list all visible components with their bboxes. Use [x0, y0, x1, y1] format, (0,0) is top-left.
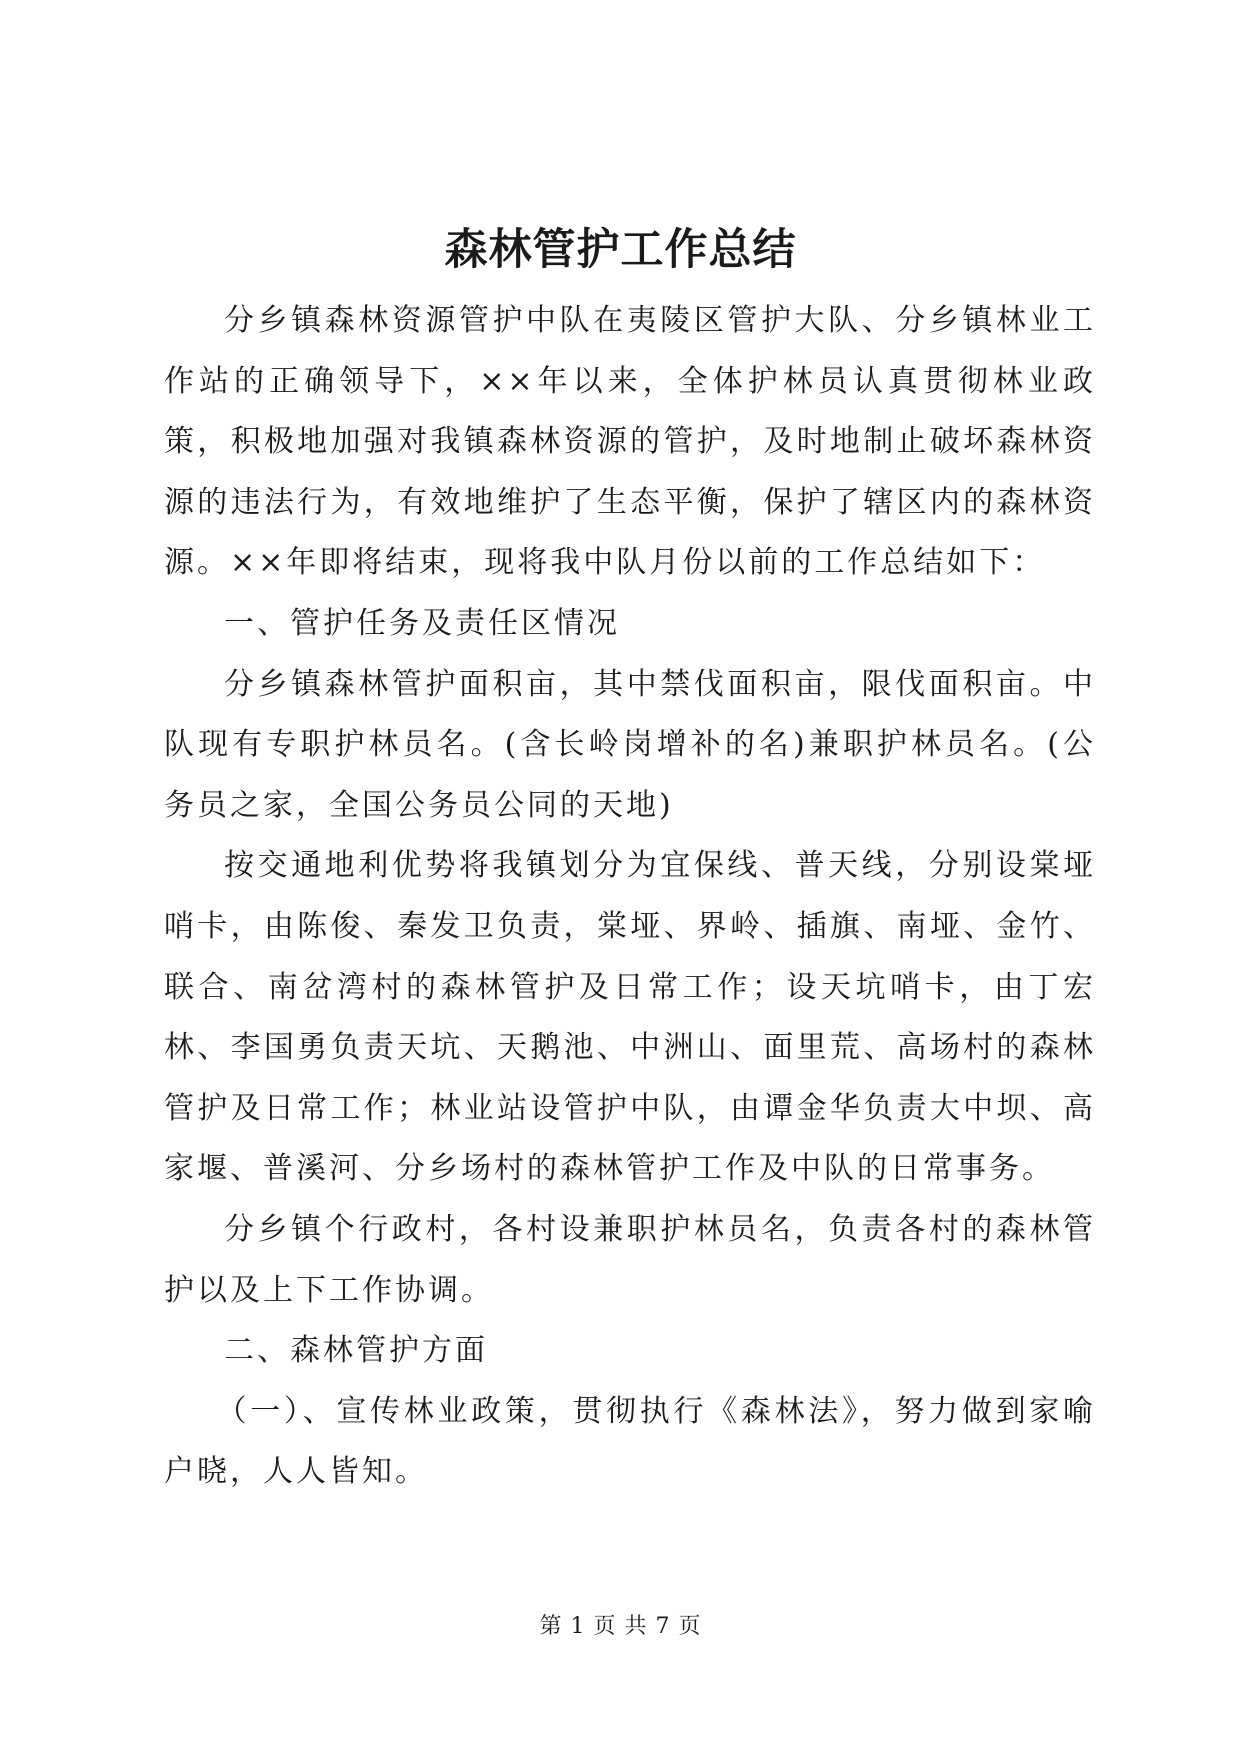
- paragraph-villages: 分乡镇个行政村，各村设兼职护林员名，负责各村的森林管护以及上下工作协调。: [164, 1211, 1096, 1308]
- section-heading-2: 二、森林管护方面: [224, 1333, 488, 1369]
- paragraph-intro: 分乡镇森林资源管护中队在夷陵区管护大队、分乡镇林业工作站的正确领导下，××年以来，全体护林员认真贯彻林业政策，积极地加强对我镇森林资源的管护，及时地制止破坏森林资源的违法行为，有效地维护了生态平衡，保护了辖区内的森林资源。××年即将结束，现将我中队月份以前的工作总结如下：: [164, 303, 1096, 581]
- page-number-footer: 第 1 页 共 7 页: [539, 1614, 702, 1639]
- document-title: 森林管护工作总结: [444, 225, 797, 275]
- paragraph-checkpoints: 按交通地利优势将我镇划分为宜保线、普天线，分别设棠垭哨卡，由陈俊、秦发卫负责，棠垭、界岭、插旗、南垭、金竹、联合、南岔湾村的森林管护及日常工作；设天坑哨卡，由丁宏林、李国勇负责天坑、天鹅池、中洲山、面里荒、高场村的森林管护及日常工作；林业站设管护中队，由谭金华负责大中坝、高家堰、普溪河、分乡场村的森林管护工作及中队的日常事务。: [164, 848, 1096, 1187]
- section-heading-1: 一、管护任务及责任区情况: [224, 605, 620, 641]
- document-body: [164, 291, 1096, 1503]
- subsection-heading-1: （一）、宣传林业政策，贯彻执行《森林法》，努力做到家喻户晓，人人皆知。: [164, 1393, 1096, 1490]
- paragraph-area: 分乡镇森林管护面积亩，其中禁伐面积亩，限伐面积亩。中队现有专职护林员名。(含长岭岗增补的名)兼职护林员名。(公务员之家，全国公务员公同的天地): [164, 666, 1096, 823]
